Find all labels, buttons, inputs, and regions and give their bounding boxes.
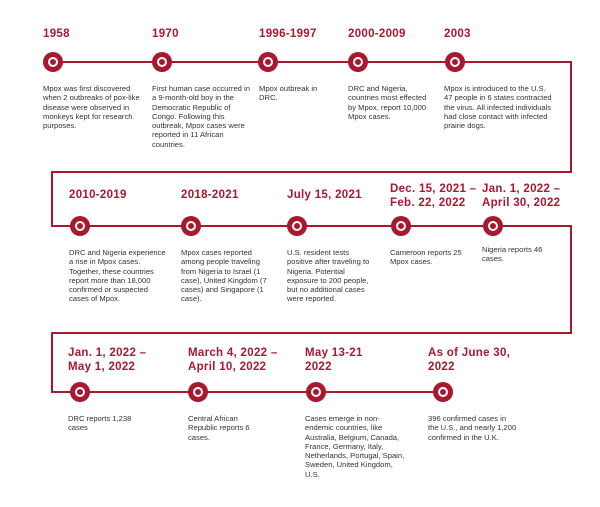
event-date: March 4, 2022 – April 10, 2022 <box>188 347 278 373</box>
event-description: DRC and Nigeria, countries most effected by Mpox, report 10,000 Mpox cases. <box>348 84 427 121</box>
event-date: Jan. 1, 2022 – April 30, 2022 <box>482 183 561 209</box>
timeline-marker-icon <box>483 216 503 236</box>
event-date: 2010-2019 <box>69 189 127 201</box>
event-description: Nigeria reports 46 cases. <box>482 245 543 264</box>
timeline-marker-icon <box>348 52 368 72</box>
event-date: Jan. 1, 2022 – May 1, 2022 <box>68 347 147 373</box>
event-description: Mpox cases reported among people traveling from Nigeria to Israel (1 case), United Kingdom (7 cases) and Singapore (1 case). <box>181 248 267 304</box>
event-description: DRC reports 1,238 cases <box>68 414 132 433</box>
event-description: Mpox was first discovered when 2 outbreaks of pox-like disease were observed in monkeys kept for research purposes. <box>43 84 140 131</box>
event-date: 2018-2021 <box>181 189 239 201</box>
event-date: July 15, 2021 <box>287 189 362 201</box>
event-description: Central African Republic reports 6 cases. <box>188 414 250 442</box>
event-description: 396 confirmed cases in the U.S., and nearly 1,200 confirmed in the U.K. <box>428 414 517 442</box>
timeline-marker-icon <box>258 52 278 72</box>
timeline-marker-icon <box>181 216 201 236</box>
event-date: Dec. 15, 2021 – Feb. 22, 2022 <box>390 183 477 209</box>
timeline-marker-icon <box>188 382 208 402</box>
timeline-marker-icon <box>287 216 307 236</box>
timeline-marker-icon <box>391 216 411 236</box>
timeline-marker-icon <box>152 52 172 72</box>
event-description: Cameroon reports 25 Mpox cases. <box>390 248 462 267</box>
timeline-marker-icon <box>43 52 63 72</box>
event-description: First human case occurred in a 9-month-old boy in the Democratic Republic of Congo. Following this outbreak, Mpox cases were reported in 11 African countries. <box>152 84 250 149</box>
timeline-marker-icon <box>445 52 465 72</box>
event-description: Mpox is introduced to the U.S. 47 people in 6 states contracted the virus. All infected individuals had close contact with infected prairie dogs. <box>444 84 552 131</box>
event-description: DRC and Nigeria experience a rise in Mpox cases. Together, these countries report more than 18,000 confirmed or suspected cases of Mpox. <box>69 248 166 304</box>
event-date: 2000-2009 <box>348 28 406 40</box>
timeline-marker-icon <box>306 382 326 402</box>
event-date: 1970 <box>152 28 179 40</box>
event-date: 1996-1997 <box>259 28 317 40</box>
event-description: Cases emerge in non-endemic countries, like Australia, Belgium, Canada, France, Germany, Italy, Netherlands, Portugal, Spain, Sweden, United Kingdom, U.S. <box>305 414 405 479</box>
event-description: U.S. resident tests positive after traveling to Nigeria. Potential exposure to 200 people, but no additional cases were reported. <box>287 248 370 304</box>
timeline-marker-icon <box>70 382 90 402</box>
event-date: May 13-21 2022 <box>305 347 363 373</box>
event-date: As of June 30, 2022 <box>428 347 511 373</box>
event-description: Mpox outbreak in DRC. <box>259 84 318 103</box>
event-date: 2003 <box>444 28 471 40</box>
event-date: 1958 <box>43 28 70 40</box>
timeline-marker-icon <box>433 382 453 402</box>
timeline-marker-icon <box>70 216 90 236</box>
